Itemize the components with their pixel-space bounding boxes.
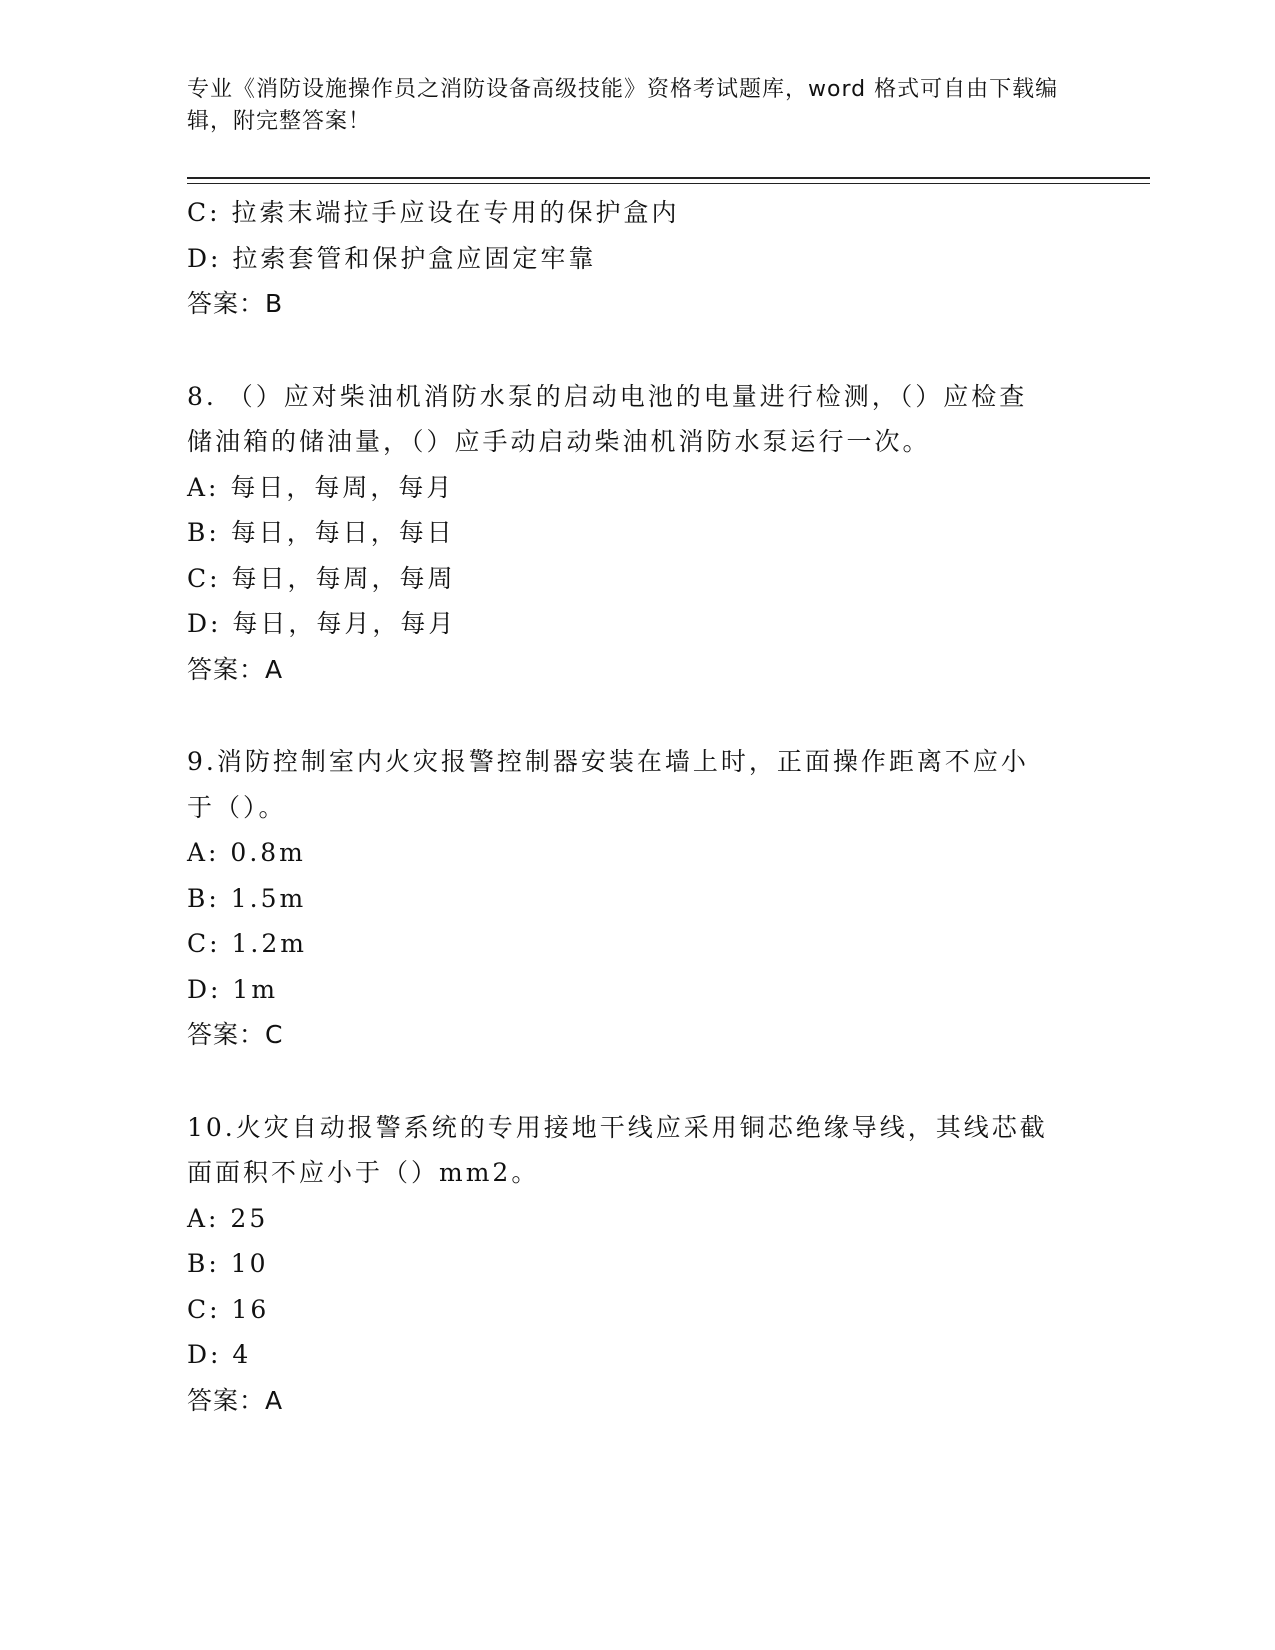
option-d: D: 拉索套管和保护盒应固定牢靠 [187,243,597,273]
option-b: B: 每日，每日，每日 [187,518,455,547]
option-b: B: 10 [187,1249,269,1278]
answer-line: 答案：A [187,1385,284,1415]
answer-line: 答案：A [187,654,284,684]
option-c: C: 每日，每周，每周 [187,563,456,593]
question-8 [187,374,1087,693]
option-c: C: 16 [187,1294,270,1324]
option-d: D: 4 [187,1340,252,1369]
option-b: B: 1.5m [187,883,307,913]
question-stem-line-1: 9.消防控制室内火灾报警控制器安装在墙上时，正面操作距离不应小 [187,747,1029,776]
header-divider-thick [187,177,1150,179]
question-10 [187,1105,1087,1424]
spacer [187,692,1087,739]
header-divider-thin [187,183,1150,184]
question-7-tail [187,190,1087,327]
option-a: A: 25 [187,1203,269,1233]
document-header [187,74,1067,138]
spacer [187,1058,1087,1105]
question-stem-line-2: 于（）。 [187,792,287,822]
option-a: A: 0.8m [187,838,306,867]
question-9 [187,739,1087,1058]
question-content [187,190,1087,1423]
header-title: 专业《消防设施操作员之消防设备高级技能》资格考试题库，word 格式可自由下载编辑，附完整答案！ [187,77,1059,134]
answer-line: 答案：C [187,1020,284,1049]
option-d: D: 每日，每月，每月 [187,609,457,638]
spacer [187,327,1087,374]
option-c: C: 1.2m [187,929,307,958]
option-d: D: 1m [187,974,279,1004]
answer-line: 答案：B [187,289,284,318]
option-c: C: 拉索末端拉手应设在专用的保护盒内 [187,198,680,227]
question-stem-line-2: 储油箱的储油量，（）应手动启动柴油机消防水泵运行一次。 [187,427,931,456]
option-a: A: 每日，每周，每月 [187,472,455,502]
question-stem-line-2: 面面积不应小于（）mm2。 [187,1158,540,1187]
question-stem-line-1: 10.火灾自动报警系统的专用接地干线应采用铜芯绝缘导线，其线芯截 [187,1112,1048,1142]
question-stem-line-1: 8. （）应对柴油机消防水泵的启动电池的电量进行检测，（）应检查 [187,381,1028,411]
